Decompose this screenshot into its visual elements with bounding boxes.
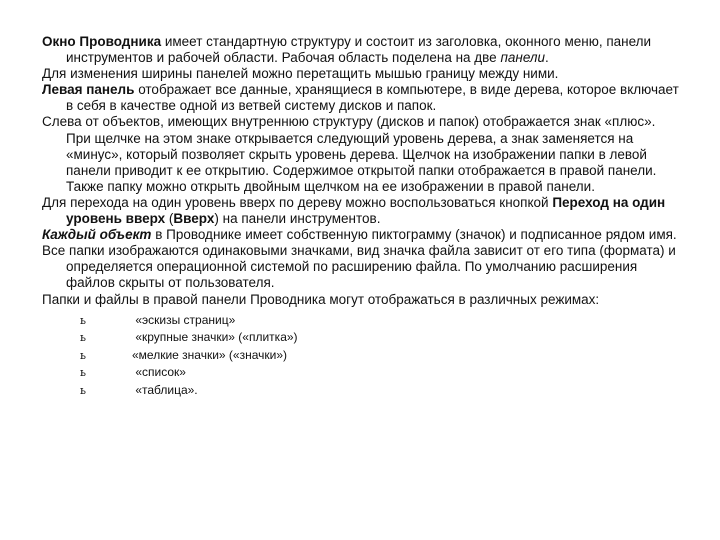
paragraph [42, 195, 682, 227]
list-item [42, 382, 682, 400]
bullet-glyph: ь [80, 348, 86, 362]
view-modes-list [42, 312, 682, 400]
text-run: имеет стандартную структуру и состоит из заголовка, оконного меню, панели инструментов и рабочей области. Рабочая область поделена на две [66, 34, 652, 66]
list-item-label: «список» [132, 365, 186, 380]
italic-term: панели [500, 50, 546, 66]
text-run: ) на панели инструментов. [214, 211, 381, 227]
bold-term: Вверх [173, 211, 215, 227]
list-item [42, 329, 682, 347]
text-run: Для перехода на один уровень вверх по дереву можно воспользоваться кнопкой [42, 194, 553, 210]
paragraph-container [42, 34, 682, 308]
bullet-glyph: ь [80, 313, 86, 327]
text-run: . [545, 50, 549, 66]
paragraph [42, 227, 682, 243]
paragraph [42, 292, 682, 308]
text-run: Для изменения ширины панелей можно перетащить мышью границу между ними. [42, 66, 559, 82]
document-body [42, 34, 682, 399]
list-item [42, 312, 682, 330]
bullet-glyph: ь [80, 331, 86, 345]
bullet-glyph: ь [80, 383, 86, 397]
bold-term: Каждый объект [42, 227, 152, 243]
list-item-label: «эскизы страниц» [132, 312, 236, 327]
list-item [42, 347, 682, 365]
text-run: Папки и файлы в правой панели Проводника могут отображаться в различных режимах: [42, 291, 600, 307]
bold-term: Переход на один уровень вверх [66, 194, 666, 227]
list-item [42, 364, 682, 382]
text-run: Все папки изображаются одинаковыми значками, вид значка файла зависит от его типа (формата) и определяется операционной системой по расширению файла. По умолчанию расширения файлов скрыты от пользователя. [42, 243, 676, 291]
paragraph [42, 243, 682, 291]
list-item-label: «мелкие значки» («значки») [132, 347, 287, 362]
text-run: отображает все данные, хранящиеся в компьютере, в виде дерева, которое включает в себя в качестве одной из ветвей систему дисков и папок. [66, 82, 679, 114]
list-item-label: «таблица». [132, 382, 198, 397]
paragraph [42, 82, 682, 114]
text-run: Слева от объектов, имеющих внутреннюю структуру (дисков и папок) отображается знак «плюс». При щелчке на этом знаке открывается следующий уровень дерева, а знак заменяется на «минус», который позволяет скрыть уровень дерева. Щелчок на изображении папки в левой панели приводит к ее открытию. Содержимое открытой папки отображается в правой панели. Также папку можно открыть двойным щелчком на ее изображении в правой панели. [42, 114, 657, 194]
bold-term: Окно Проводника [42, 34, 162, 49]
paragraph [42, 114, 682, 194]
bold-term: Левая панель [42, 82, 135, 98]
list-item-label: «крупные значки» («плитка») [132, 330, 298, 345]
paragraph [42, 34, 682, 66]
bullet-glyph: ь [80, 366, 86, 380]
text-run: ( [165, 211, 174, 227]
paragraph [42, 66, 682, 82]
text-run: в Проводнике имеет собственную пиктограмму (значок) и подписанное рядом имя. [151, 227, 677, 243]
